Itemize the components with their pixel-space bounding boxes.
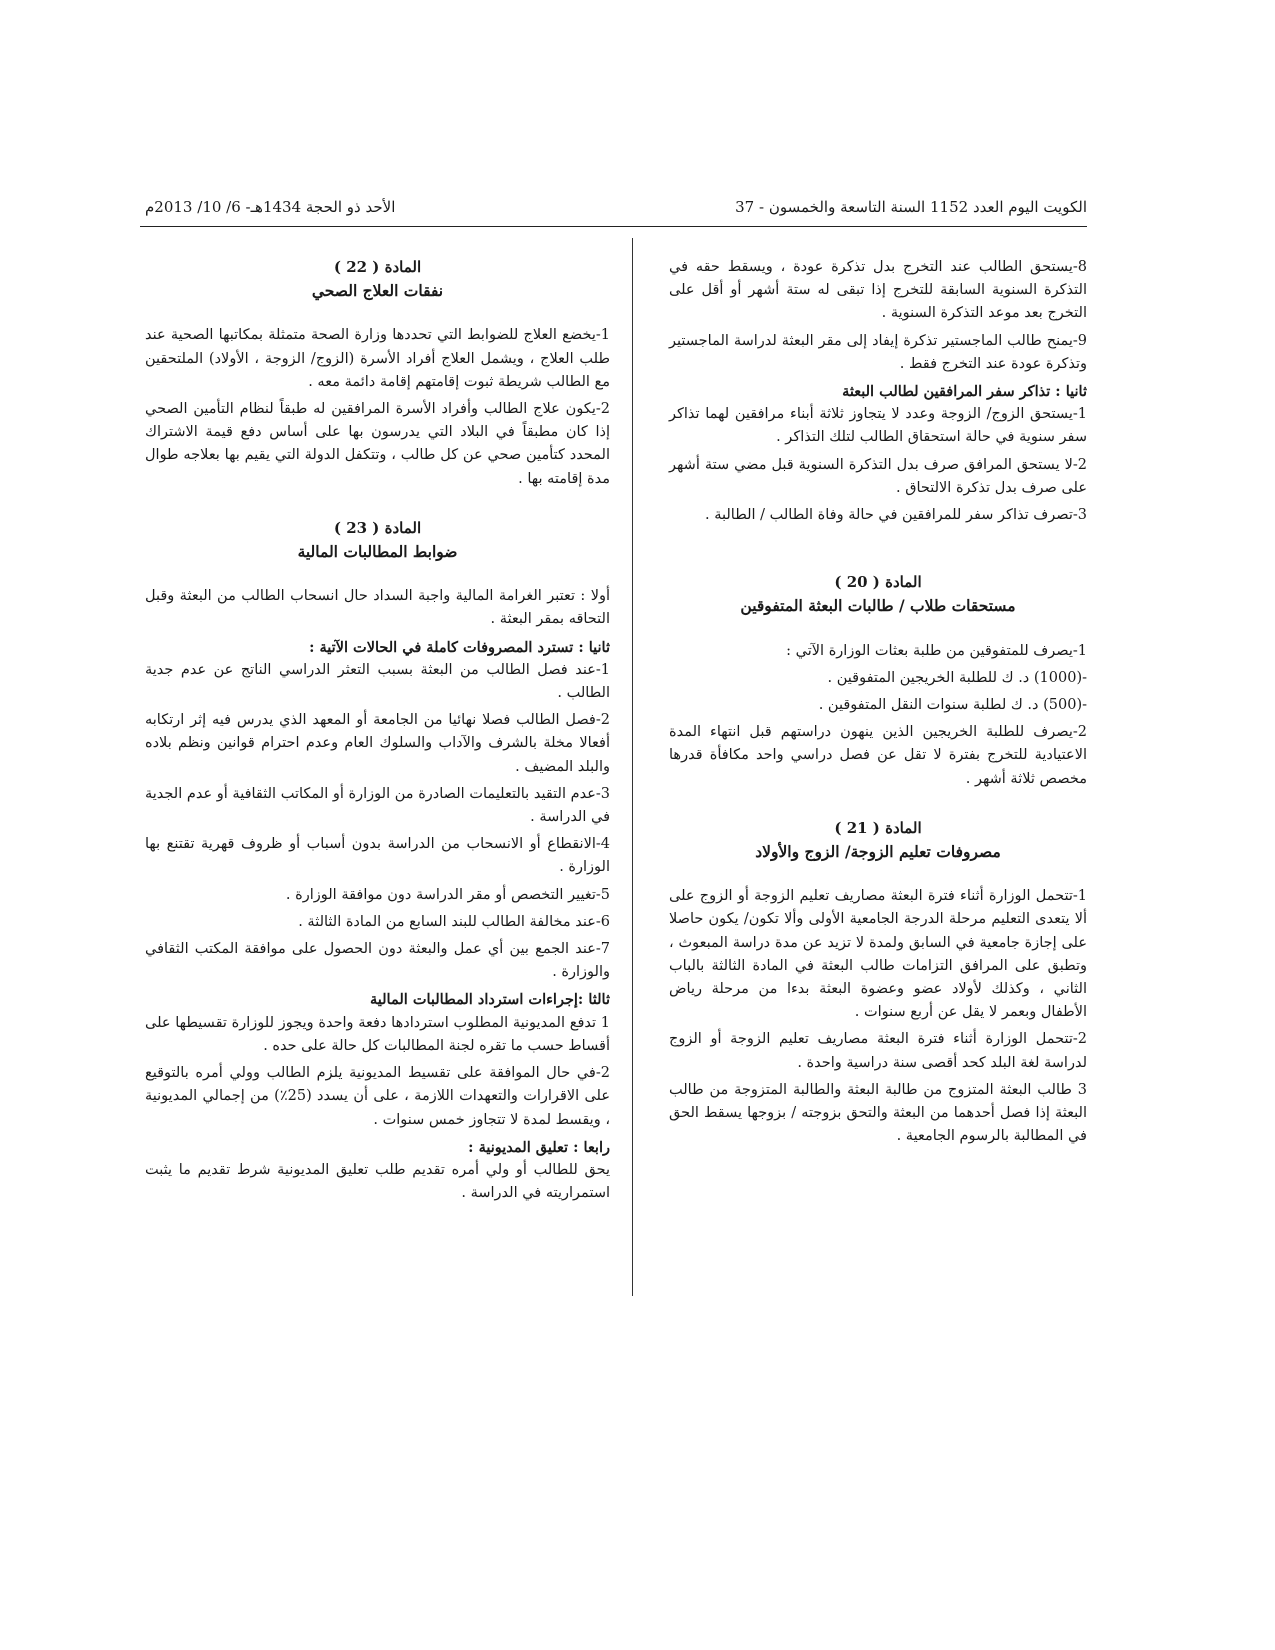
- article-23-number: المادة ( 23 ): [333, 518, 422, 537]
- full-refund-clause-6: 6-عند مخالفة الطالب للبند السابع من المادة الثالثة .: [298, 913, 610, 930]
- page-header-date: الأحد ذو الحجة 1434هـ- 6/ 10/ 2013م: [145, 198, 396, 216]
- full-refund-clause-1: 1-عند فصل الطالب من البعثة بسبب التعثر الدراسي الناتج عن عدم جدية الطالب .: [145, 661, 610, 702]
- article-22-clause-1: 1-يخضع العلاج للضوابط التي تحددها وزارة الصحة متمثلة بمكاتبها الصحية عند طلب العلاج ، ويشمل العلاج أفراد الأسرة (الزوج/ الزوجة ، الأولاد) الملتحقين مع الطالب شريطة ثبوت إقامتهم إقامة دائمة معه .: [145, 327, 610, 390]
- article-21-clause-3: 3 طالب البعثة المتزوج من طالبة البعثة والطالبة المتزوجة من طالب البعثة إذا فصل أحدهما من البعثة والتحق بزوجته / بزوجها يسقط الحق في المطالبة بالرسوم الجامعية .: [669, 1081, 1087, 1145]
- header-divider: [140, 226, 1087, 227]
- clause-9: 9-يمنح طالب الماجستير تذكرة إيفاد إلى مقر البعثة لدراسة الماجستير وتذكرة عودة عند التخرج فقط .: [669, 332, 1087, 372]
- article-21-title: مصروفات تعليم الزوجة/ الزوج والأولاد: [755, 842, 1001, 862]
- left-column: [145, 256, 610, 1209]
- article-21-clause-2: 2-تتحمل الوزارة أثناء فترة البعثة مصاريف تعليم الزوجة أو الزوج لدراسة لغة البلد كحد أقصى سنة دراسية واحدة .: [669, 1031, 1087, 1071]
- article-20-title: مستحقات طلاب / طالبات البعثة المتفوقين: [740, 596, 1016, 616]
- full-refund-clause-3: 3-عدم التقيد بالتعليمات الصادرة من الوزارة أو المكاتب الثقافية أو عدم الجدية في الدراسة .: [145, 785, 610, 826]
- page-header-issue: الكويت اليوم العدد 1152 السنة التاسعة والخمسون - 37: [735, 198, 1087, 216]
- clause-8: 8-يستحق الطالب عند التخرج بدل تذكرة عودة ، ويسقط حقه في التذكرة السنوية السابقة للتخرج إذا تبقى له ستة أشهر أو أقل على التخرج بعد موعد التذكرة السنوية .: [669, 259, 1087, 322]
- article-20-number: المادة ( 20 ): [834, 573, 922, 592]
- article-22-clause-2: 2-يكون علاج الطالب وأفراد الأسرة المرافقين له طبقاً لنظام التأمين الصحي إذا كان مطبقاً في البلاد التي يدرسون بها على أساس دفع قيمة الاشتراك المحدد كتأمين صحي عن كل طالب ، وتتكفل الدولة التي يقيم بها بعلاجه طوال مدة إقامته بها .: [145, 401, 610, 487]
- companions-clause-3: 3-تصرف تذاكر سفر للمرافقين في حالة وفاة الطالب / الطالبة .: [704, 507, 1087, 524]
- suspend-text: يحق للطالب أو ولي أمره تقديم طلب تعليق المديونية شرط تقديم ما يثبت استمراريته في الدراسة .: [145, 1161, 610, 1202]
- article-23-title: ضوابط المطالبات المالية: [297, 542, 458, 562]
- article-23-first: أولا : تعتبر الغرامة المالية واجبة السداد حال انسحاب الطالب من البعثة وقبل التحاقه بمقر البعثة .: [145, 588, 610, 628]
- column-divider: [632, 238, 633, 1296]
- full-refund-clause-5: 5-تغيير التخصص أو مقر الدراسة دون موافقة الوزارة .: [285, 886, 610, 903]
- section-suspend-heading: رابعا : تعليق المديونية :: [468, 1138, 610, 1156]
- section-companions-heading: ثانيا : تذاكر سفر المرافقين لطالب البعثة: [842, 383, 1087, 401]
- full-refund-clause-2: 2-فصل الطالب فصلا نهائيا من الجامعة أو المعهد الذي يدرس فيه إثر ارتكابه أفعالا مخلة بالشرف والآداب والسلوك العام وعدم احترام قوانين ونظم بلاده والبلد المضيف .: [145, 712, 610, 775]
- article-22-title: نفقات العلاج الصحي: [311, 281, 444, 301]
- full-refund-clause-4: 4-الانقطاع أو الانسحاب من الدراسة بدون أسباب أو ظروف قهرية تقتنع بها الوزارة .: [145, 836, 610, 876]
- right-column: [669, 256, 1087, 1153]
- companions-clause-1: 1-يستحق الزوج/ الزوجة وعدد لا يتجاوز ثلاثة أبناء مرافقين لهما تذاكر سفر سنوية في حالة استحقاق الطالب لتلك التذاكر .: [669, 406, 1087, 446]
- section-full-refund-heading: ثانيا : تسترد المصروفات كاملة في الحالات الآتية :: [309, 638, 610, 656]
- article-20-clause-1b: -(500) د. ك لطلبة سنوات النقل المتفوقين .: [818, 697, 1087, 714]
- recovery-clause-1: 1 تدفع المديونية المطلوب استردادها دفعة واحدة ويجوز للوزارة تقسيطها على أقساط حسب ما تقره لجنة المطالبات كل حالة على حده .: [145, 1014, 610, 1054]
- full-refund-clause-7: 7-عند الجمع بين أي عمل والبعثة دون الحصول على موافقة المكتب الثقافي والوزارة .: [145, 941, 610, 981]
- section-recovery-heading: ثالثا :إجراءات استرداد المطالبات المالية: [369, 991, 610, 1009]
- article-20-clause-1a: -(1000) د. ك للطلبة الخريجين المتفوقين .: [827, 669, 1087, 686]
- companions-clause-2: 2-لا يستحق المرافق صرف بدل التذكرة السنوية قبل مضي ستة أشهر على صرف بدل تذكرة الالتحاق .: [669, 456, 1087, 496]
- article-21-clause-1: 1-تتحمل الوزارة أثناء فترة البعثة مصاريف تعليم الزوجة أو الزوج على ألا يتعدى التعليم مرحلة الدرجة الجامعية الأولى وألا تكون/ يكون حاصلا على إجازة جامعية في السابق ولمدة لا تزيد عن مدة دراسة المبعوث ، وتطبق على المرافق التزامات طالب البعثة في المادة الثالثة بالباب الثاني ، وكذلك لأولاد عضو وعضوة البعثة بدءا من مرحلة رياض الأطفال وبعمر لا يقل عن أربع سنوات .: [669, 888, 1087, 1021]
- article-21-number: المادة ( 21 ): [834, 818, 922, 837]
- article-20-clause-1: 1-يصرف للمتفوقين من طلبة بعثات الوزارة الآتي :: [786, 642, 1087, 659]
- recovery-clause-2: 2-في حال الموافقة على تقسيط المديونية يلزم الطالب وولي أمره بالتوقيع على الاقرارات والتعهدات اللازمة ، على أن يسدد (25٪) من إجمالي المديونية ، ويقسط لمدة لا تتجاوز خمس سنوات .: [145, 1065, 610, 1128]
- article-20-clause-2: 2-يصرف للطلبة الخريجين الذين ينهون دراستهم قبل انتهاء المدة الاعتيادية للتخرج بفترة لا تقل عن فصل دراسي واحد مكافأة قدرها مخصص ثلاثة أشهر .: [669, 724, 1087, 787]
- article-22-number: المادة ( 22 ): [333, 258, 422, 276]
